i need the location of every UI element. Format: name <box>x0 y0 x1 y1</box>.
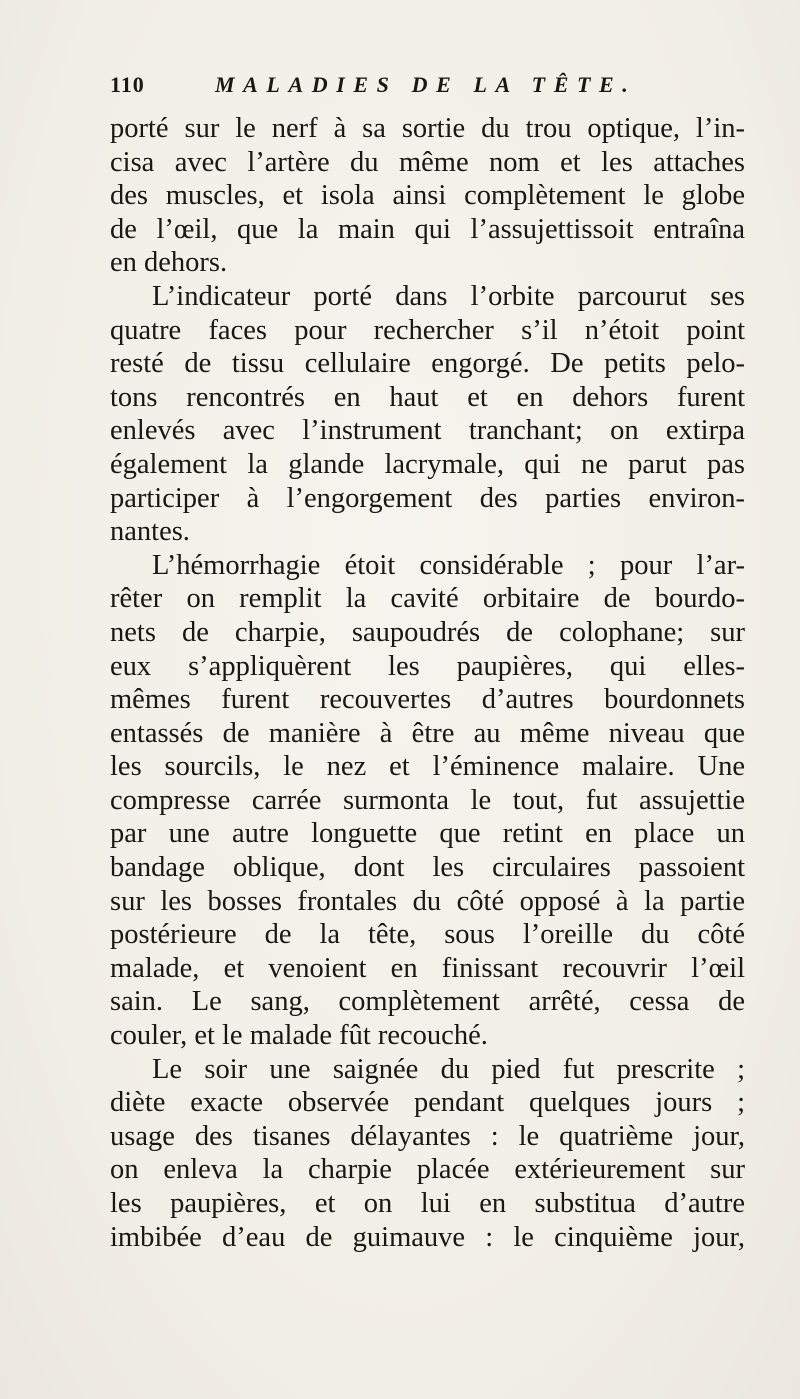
text-line: compresse carrée surmonta le tout, fut assujettie <box>110 784 745 816</box>
text-line: sur les bosses frontales du côté opposé à la partie <box>110 885 745 917</box>
text-line: L’hémorrhagie étoit considérable ; pour l’ar- <box>152 549 745 581</box>
text-line: L’indicateur porté dans l’orbite parcourut ses <box>152 280 745 312</box>
text-line: les sourcils, le nez et l’éminence malaire. Une <box>110 751 745 783</box>
text-line: entassés de manière à être au même niveau que <box>110 717 745 749</box>
text-line: resté de tissu cellulaire engorgé. De petits pelo- <box>110 348 745 380</box>
text-line: bandage oblique, dont les circulaires passoient <box>110 852 745 884</box>
text-line: diète exacte observée pendant quelques jours ; <box>110 1087 745 1119</box>
running-head <box>110 72 730 106</box>
text-line: rêter on remplit la cavité orbitaire de bourdo- <box>110 583 745 615</box>
page-number: 110 <box>110 72 145 97</box>
text-line: enlevés avec l’instrument tranchant; on extirpa <box>110 415 745 447</box>
text-line: quatre faces pour rechercher s’il n’étoit point <box>110 314 745 346</box>
text-line: porté sur le nerf à sa sortie du trou optique, l’in- <box>110 113 745 144</box>
text-line: les paupières, et on lui en substitua d’autre <box>110 1188 745 1219</box>
text-line: en dehors. <box>110 247 228 279</box>
text-line: de l’œil, que la main qui l’assujettissoit entraîna <box>110 213 745 245</box>
text-line: postérieure de la tête, sous l’oreille du côté <box>110 919 745 951</box>
body-text <box>110 112 745 1254</box>
text-line: cisa avec l’artère du même nom et les attaches <box>110 146 745 178</box>
text-line: nantes. <box>110 516 190 548</box>
text-line: on enleva la charpie placée extérieurement sur <box>110 1154 745 1186</box>
text-line: des muscles, et isola ainsi complètement le globe <box>110 180 745 212</box>
text-line: par une autre longuette que retint en place un <box>110 818 745 850</box>
text-line: eux s’appliquèrent les paupières, qui elles- <box>110 650 745 682</box>
text-line: Le soir une saignée du pied fut prescrite ; <box>152 1053 745 1085</box>
text-line: mêmes furent recouvertes d’autres bourdonnets <box>110 684 745 716</box>
text-line: malade, et venoient en finissant recouvrir l’œil <box>110 952 745 984</box>
text-line: nets de charpie, saupoudrés de colophane; sur <box>110 616 745 648</box>
running-title: MALADIES DE LA TÊTE. <box>215 72 637 97</box>
text-line: couler, et le malade fût recouché. <box>110 1020 488 1052</box>
text-line: sain. Le sang, complètement arrêté, cessa de <box>110 986 745 1018</box>
text-line: également la glande lacrymale, qui ne parut pas <box>110 448 745 480</box>
text-line: participer à l’engorgement des parties environ- <box>110 482 745 514</box>
text-line: usage des tisanes délayantes : le quatrième jour, <box>110 1120 745 1152</box>
text-line: imbibée d’eau de guimauve : le cinquième jour, <box>110 1221 745 1253</box>
text-line: tons rencontrés en haut et en dehors furent <box>110 381 745 413</box>
